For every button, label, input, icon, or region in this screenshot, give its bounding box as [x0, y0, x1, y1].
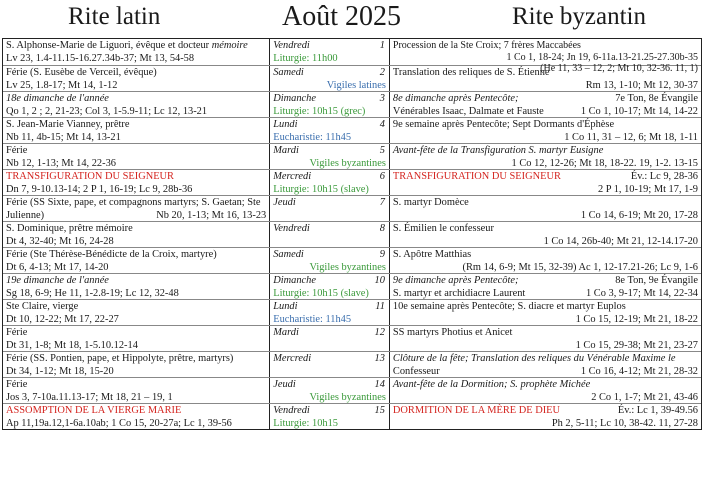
day-cell — [270, 326, 390, 351]
entry-line: Avant-fête de la Transfiguration S. martyr Eusigne — [392, 145, 604, 156]
entry-line: S. Dominique, prêtre mémoire — [6, 223, 133, 234]
entry-readings: Év.: Lc 9, 28-36 — [630, 171, 698, 182]
day-name: Jeudi — [273, 197, 296, 208]
day-cell — [270, 170, 390, 195]
entry-line: SS martyrs Photius et Anicet — [392, 327, 513, 338]
day-name: Jeudi — [273, 379, 296, 390]
entry-line: 1 Co 12, 12-26; Mt 18, 18-22. 19, 1-2. 13-15 — [511, 157, 698, 169]
byzantine-cell — [390, 352, 701, 377]
entry-line — [393, 171, 698, 184]
entry-line — [393, 366, 698, 379]
day-cell — [270, 144, 390, 169]
entry-line: Dt 31, 1-8; Mt 18, 1-5.10.12-14 — [6, 339, 138, 351]
entry-line: 18e dimanche de l'année — [6, 93, 109, 104]
byzantine-cell — [390, 144, 701, 169]
byzantine-cell — [390, 92, 701, 117]
day-number: 6 — [379, 171, 385, 182]
day-cell — [270, 378, 390, 403]
entry-line: 2 Co 1, 1-7; Mt 21, 43-46 — [591, 391, 698, 403]
entry-line: Clôture de la fête; Translation des reliques du Vénérable Maxime le — [392, 353, 676, 364]
entry-text: Julienne) — [6, 209, 45, 221]
entry-line: Férie (Ste Thérèse-Bénédicte de la Croix, martyre) — [6, 249, 217, 260]
entry-line: (He 11, 33 – 12, 2; Mt 10, 32-36. 11, 1) — [540, 63, 698, 75]
day-name: Mardi — [273, 145, 299, 156]
day-name: Samedi — [273, 249, 304, 260]
header-month-title: Août 2025 — [282, 1, 401, 32]
header-rite-latin: Rite latin — [68, 3, 161, 30]
service-time: Vigiles byzantines — [309, 157, 386, 169]
byzantine-cell — [390, 404, 701, 429]
calendar-row — [3, 143, 701, 169]
entry-line: 19e dimanche de l'année — [6, 275, 109, 286]
entry-line: Dt 4, 32-40; Mt 16, 24-28 — [6, 235, 114, 247]
calendar-row — [3, 195, 701, 221]
calendar-row — [3, 169, 701, 195]
calendar-table — [2, 38, 702, 430]
latin-cell — [3, 352, 270, 377]
day-number: 10 — [374, 275, 385, 286]
calendar-row — [3, 247, 701, 273]
latin-cell — [3, 66, 270, 91]
service-time: Eucharistie: 11h45 — [273, 313, 352, 325]
day-cell — [270, 92, 390, 117]
latin-cell — [3, 92, 270, 117]
day-number: 7 — [379, 197, 385, 208]
day-number: 15 — [374, 405, 385, 416]
latin-cell — [3, 378, 270, 403]
entry-line — [393, 93, 698, 106]
entry-line: Dt 6, 4-13; Mt 17, 14-20 — [6, 261, 109, 273]
day-number: 4 — [379, 119, 385, 130]
calendar-row — [3, 299, 701, 325]
day-cell — [270, 39, 390, 65]
latin-cell — [3, 144, 270, 169]
calendar-row — [3, 377, 701, 403]
entry-line: Nb 12, 1-13; Mt 14, 22-36 — [6, 157, 116, 169]
rank-label: mémoire — [211, 40, 248, 51]
day-cell — [270, 66, 390, 91]
byzantine-cell — [390, 170, 701, 195]
latin-cell — [3, 170, 270, 195]
byzantine-cell — [390, 222, 701, 247]
entry-readings: 7e Ton, 8e Évangile — [615, 93, 698, 104]
entry-line: 1 Co 14, 6-19; Mt 20, 17-28 — [580, 209, 698, 221]
entry-line: 10e semaine après Pentecôte; S. diacre et martyr Euplos — [392, 301, 626, 312]
entry-line: 1 Co 15, 29-38; Mt 21, 23-27 — [575, 339, 698, 351]
entry-line: 1 Co 11, 31 – 12, 6; Mt 18, 1-11 — [564, 131, 698, 143]
header-rite-byzantin: Rite byzantin — [512, 3, 646, 30]
day-cell — [270, 352, 390, 377]
day-name: Lundi — [273, 301, 298, 312]
entry-line: Nb 11, 4b-15; Mt 14, 13-21 — [6, 131, 121, 143]
entry-readings: 1 Co 16, 4-12; Mt 21, 28-32 — [580, 365, 698, 377]
day-cell — [270, 404, 390, 429]
entry-line: Lv 23, 1.4-11.15-16.27.34b-37; Mt 13, 54-58 — [6, 52, 195, 64]
entry-text: Confesseur — [392, 365, 440, 377]
entry-line: Férie — [6, 145, 28, 156]
day-number: 8 — [379, 223, 385, 234]
latin-cell — [3, 248, 270, 273]
entry-line: Lv 25, 1.8-17; Mt 14, 1-12 — [6, 79, 118, 91]
entry-line — [393, 405, 698, 418]
day-cell — [270, 300, 390, 325]
byzantine-cell — [390, 248, 701, 273]
entry-line: Avant-fête de la Dormition; S. prophète Michée — [392, 379, 591, 390]
byzantine-cell — [390, 326, 701, 351]
entry-line: S. Jean-Marie Vianney, prêtre — [6, 119, 130, 130]
entry-text: DORMITION DE LA MÈRE DE DIEU — [392, 405, 561, 416]
entry-line: Dt 34, 1-12; Mt 18, 15-20 — [6, 365, 114, 377]
entry-line: Férie — [6, 327, 28, 338]
latin-cell — [3, 326, 270, 351]
latin-cell — [3, 300, 270, 325]
day-number: 12 — [374, 327, 385, 338]
day-number: 3 — [379, 93, 385, 104]
day-number: 14 — [374, 379, 385, 390]
calendar-row — [3, 403, 701, 429]
entry-line: Férie (S. Eusèbe de Verceil, évêque) — [6, 67, 157, 78]
entry-line: 9e semaine après Pentecôte; Sept Dormants d'Éphèse — [392, 119, 615, 130]
service-time: Eucharistie: 11h45 — [273, 131, 352, 143]
byzantine-cell — [390, 196, 701, 221]
entry-line: Dt 10, 12-22; Mt 17, 22-27 — [6, 313, 119, 325]
latin-cell — [3, 118, 270, 143]
entry-line: S. martyr Domèce — [392, 197, 469, 208]
day-cell — [270, 222, 390, 247]
day-name: Samedi — [273, 67, 304, 78]
entry-readings: Nb 20, 1-13; Mt 16, 13-23 — [156, 209, 267, 221]
entry-line — [393, 288, 698, 301]
byzantine-cell — [390, 378, 701, 403]
entry-line: Ste Claire, vierge — [6, 301, 79, 312]
entry-line: Sg 18, 6-9; He 11, 1-2.8-19; Lc 12, 32-48 — [6, 287, 179, 299]
entry-text: TRANSFIGURATION DU SEIGNEUR — [392, 171, 561, 182]
day-number: 5 — [379, 145, 385, 156]
entry-line: S. Émilien le confesseur — [392, 223, 494, 234]
entry-text: 9e dimanche après Pentecôte; — [392, 275, 519, 286]
entry-line: Dn 7, 9-10.13-14; 2 P 1, 16-19; Lc 9, 28b-36 — [6, 183, 193, 195]
entry-line: TRANSFIGURATION DU SEIGNEUR — [6, 171, 174, 182]
entry-line: 1 Co 14, 26b-40; Mt 21, 12-14.17-20 — [543, 235, 698, 247]
day-number: 13 — [374, 353, 385, 364]
day-name: Dimanche — [273, 275, 316, 286]
day-cell — [270, 118, 390, 143]
day-name: Mercredi — [273, 171, 312, 182]
latin-cell — [3, 39, 270, 65]
day-cell — [270, 196, 390, 221]
entry-line: Rm 13, 1-10; Mt 12, 30-37 — [585, 79, 698, 91]
entry-readings: 8e Ton, 9e Évangile — [615, 275, 698, 286]
entry-line: Procession de la Ste Croix; 7 frères Maccabées — [392, 40, 581, 51]
day-name: Vendredi — [273, 223, 310, 234]
day-number: 1 — [379, 40, 385, 51]
entry-line: 1 Co 15, 12-19; Mt 21, 18-22 — [575, 313, 698, 325]
entry-line — [393, 106, 698, 119]
day-number: 9 — [379, 249, 385, 260]
entry-line: Ap 11,19a.12,1-6a.10ab; 1 Co 15, 20-27a; Lc 1, 39-56 — [6, 417, 232, 429]
entry-text: S. martyr et archidiacre Laurent — [392, 287, 526, 299]
day-cell — [270, 274, 390, 299]
byzantine-cell — [390, 300, 701, 325]
service-time: Vigiles byzantines — [309, 391, 386, 403]
day-name: Vendredi — [273, 40, 310, 51]
day-name: Mercredi — [273, 353, 312, 364]
day-name: Dimanche — [273, 93, 316, 104]
latin-cell — [3, 404, 270, 429]
entry-line: Jos 3, 7-10a.11.13-17; Mt 18, 21 – 19, 1 — [6, 391, 173, 403]
latin-cell — [3, 222, 270, 247]
entry-line: S. Apôtre Matthias — [392, 249, 472, 260]
entry-line: Qo 1, 2 ; 2, 21-23; Col 3, 1-5.9-11; Lc 12, 13-21 — [6, 105, 208, 117]
service-time: Vigiles latines — [326, 79, 386, 91]
day-number: 11 — [375, 301, 385, 312]
entry-readings: 1 Co 1, 10-17; Mt 14, 14-22 — [580, 105, 698, 117]
entry-text: Vénérables Isaac, Dalmate et Fauste — [392, 105, 544, 117]
calendar-row — [3, 117, 701, 143]
calendar-row — [3, 65, 701, 91]
calendar-row — [3, 273, 701, 299]
latin-cell — [3, 274, 270, 299]
calendar-row — [3, 221, 701, 247]
calendar-row — [3, 351, 701, 377]
day-name: Mardi — [273, 327, 299, 338]
service-time: Vigiles byzantines — [309, 261, 386, 273]
entry-line: (Rm 14, 6-9; Mt 15, 32-39) Ac 1, 12-17.21-26; Lc 9, 1-6 — [462, 261, 698, 273]
day-number: 2 — [379, 67, 385, 78]
entry-line: S. Alphonse-Marie de Liguori, évêque et docteur mémoire — [6, 40, 248, 51]
entry-line: Férie (SS Sixte, pape, et compagnons martyrs; S. Gaetan; Ste — [6, 197, 261, 208]
day-name: Lundi — [273, 119, 298, 130]
service-time: Liturgie: 11h00 — [273, 52, 338, 64]
entry-line: ASSOMPTION DE LA VIERGE MARIE — [6, 405, 182, 416]
service-time: Liturgie: 10h15 (slave) — [273, 183, 369, 195]
entry-line — [393, 275, 698, 288]
entry-line: Ph 2, 5-11; Lc 10, 38-42. 11, 27-28 — [551, 417, 698, 429]
entry-line: Férie — [6, 379, 28, 390]
calendar-row — [3, 325, 701, 351]
entry-line: Translation des reliques de S. Étienne — [392, 67, 550, 78]
service-time: Liturgie: 10h15 (grec) — [273, 105, 366, 117]
byzantine-cell — [390, 118, 701, 143]
service-time: Liturgie: 10h15 (slave) — [273, 287, 369, 299]
byzantine-cell — [390, 66, 701, 91]
entry-line: 1 Co 1, 18-24; Jn 19, 6-11a.13-21.25-27.30b-35 — [506, 51, 698, 63]
day-cell — [270, 248, 390, 273]
entry-line — [6, 210, 266, 223]
entry-line: Férie (SS. Pontien, pape, et Hippolyte, prêtre, martyrs) — [6, 353, 234, 364]
byzantine-cell — [390, 274, 701, 299]
entry-line: 2 P 1, 10-19; Mt 17, 1-9 — [597, 183, 698, 195]
service-time: Liturgie: 10h15 — [273, 417, 338, 429]
day-name: Vendredi — [273, 405, 310, 416]
entry-readings: Év.: Lc 1, 39-49.56 — [617, 405, 698, 416]
calendar-row — [3, 91, 701, 117]
entry-readings: 1 Co 3, 9-17; Mt 14, 22-34 — [586, 287, 698, 299]
entry-text: 8e dimanche après Pentecôte; — [392, 93, 519, 104]
latin-cell — [3, 196, 270, 221]
